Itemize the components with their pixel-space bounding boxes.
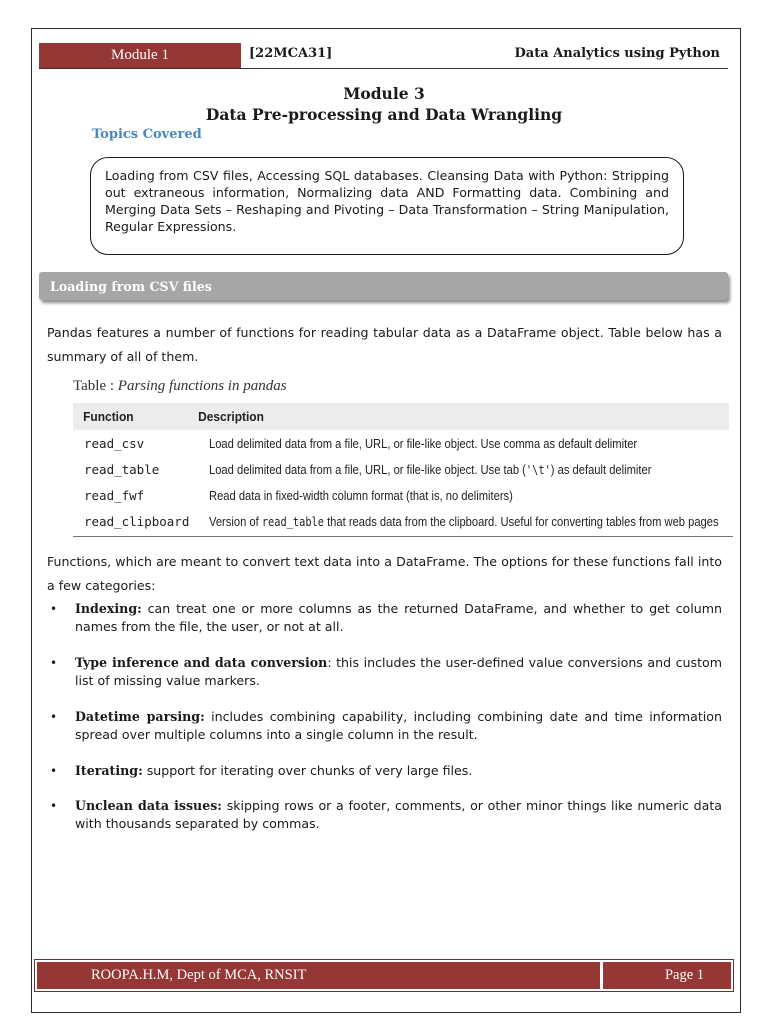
list-item [50, 654, 722, 690]
topics-box [90, 157, 684, 255]
bullet-dot: • [50, 710, 58, 724]
table-caption [73, 378, 287, 395]
table-header-function: Function [83, 409, 134, 424]
bullet-text: skipping rows or a footer, comments, or other minor things like numeric data with thousands separated by commas. [75, 798, 722, 831]
table-cell-function: read_table [84, 461, 160, 477]
topics-text: Loading from CSV files, Accessing SQL databases. Cleansing Data with Python: Stripping out extraneous information, Normalizing data AND Formatting data. Combining and Merging Data Sets – Reshaping and Pivoting – Data Transformation – String Manipulation, Regular Expressions. [105, 168, 669, 234]
bullet-text: includes combining capability, including combining date and time information spread over multiple columns into a single column in the result. [75, 709, 722, 742]
bullet-term: Unclean data issues: [75, 798, 222, 813]
list-item [50, 708, 722, 744]
bullet-term: Iterating: [75, 763, 143, 778]
bullet-dot: • [50, 764, 58, 778]
table-row [73, 430, 733, 456]
bullet-dot: • [50, 656, 58, 670]
table-cell-function: read_clipboard [84, 513, 190, 529]
footer-page-number: Page 1 [603, 962, 731, 989]
table-caption-sep: : [109, 378, 115, 394]
module-title: Module 3 [343, 84, 425, 103]
list-item [50, 600, 722, 636]
section-heading-text: Loading from CSV files [50, 278, 212, 294]
table-cell-description: Version of read_table that reads data from the clipboard. Useful for converting tables from web pages [209, 513, 719, 529]
table-cell-description: Load delimited data from a file, URL, or file-like object. Use comma as default delimiter [209, 435, 638, 451]
table-header-row [73, 403, 729, 430]
table-row [73, 508, 733, 534]
table-row [73, 456, 733, 482]
bullet-term: Type inference and data conversion [75, 655, 328, 670]
table-cell-function: read_csv [84, 435, 145, 451]
table-caption-title: Parsing functions in pandas [117, 378, 287, 394]
table-cell-description: Load delimited data from a file, URL, or file-like object. Use tab ('\t') as default delimiter [209, 461, 652, 477]
bullet-term: Datetime parsing: [75, 709, 205, 724]
table-header-description: Description [198, 409, 264, 424]
table-bottom-rule [73, 536, 733, 537]
header-course-code: [22MCA31] [249, 46, 333, 61]
topics-covered-label: Topics Covered [92, 127, 202, 142]
parsing-functions-table [73, 403, 733, 537]
categories-list [50, 600, 722, 833]
header-subject: Data Analytics using Python [514, 46, 720, 61]
list-item [50, 797, 722, 833]
module-subtitle: Data Pre-processing and Data Wrangling [205, 105, 563, 124]
functions-paragraph: Functions, which are meant to convert text data into a DataFrame. The options for these functions fall into a few categories: [47, 554, 722, 593]
list-item [50, 762, 722, 780]
intro-paragraph: Pandas features a number of functions for reading tabular data as a DataFrame object. Table below has a summary of all of them. [47, 325, 722, 364]
bullet-term: Indexing: [75, 601, 142, 616]
table-row [73, 482, 733, 508]
footer-author: ROOPA.H.M, Dept of MCA, RNSIT [37, 962, 600, 989]
page-footer [34, 959, 734, 992]
bullet-text: can treat one or more columns as the returned DataFrame, and whether to get column names from the file, the user, or not at all. [75, 601, 722, 634]
table-caption-prefix: Table [73, 378, 107, 394]
header-rule [39, 68, 728, 69]
header-module-label: Module 1 [39, 43, 241, 68]
section-heading [39, 272, 728, 300]
table-cell-function: read_fwf [84, 487, 145, 503]
bullet-text: support for iterating over chunks of very large files. [142, 763, 473, 778]
bullet-dot: • [50, 602, 58, 616]
table-cell-description: Read data in fixed-width column format (that is, no delimiters) [209, 487, 513, 503]
bullet-text: : this includes the user-defined value conversions and custom list of missing value markers. [75, 655, 723, 688]
bullet-dot: • [50, 799, 58, 813]
